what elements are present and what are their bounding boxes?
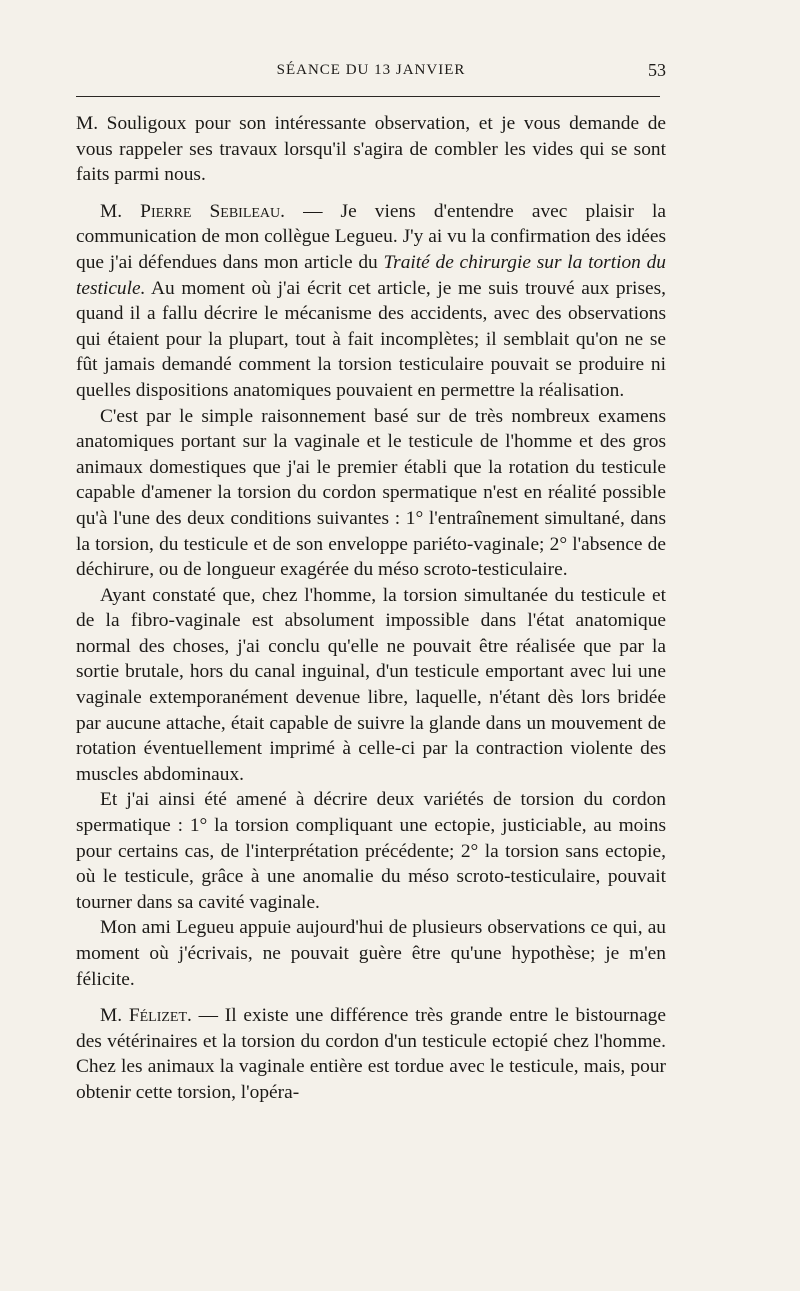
paragraph-reasoning: C'est par le simple raisonnement basé sur de très nombreux examens anatomiques portant sur la vaginale et le testicule de l'homme et des gros animaux domestiques que j'ai le premier établi que la rotation du testicule capable d'amener la torsion du cordon spermatique n'est en réalité possible qu'à l'une des deux conditions suivantes : 1° l'entraînement simultané, dans la torsion, du testicule et de son enveloppe pariéto-vaginale; 2° l'absence de déchirure, ou de longueur exagérée du méso scroto-testiculaire.: [76, 405, 666, 581]
cited-work-title: Traité de chirurgie sur la tortion du testicule.: [76, 251, 666, 299]
running-title: SÉANCE DU 13 JANVIER: [276, 62, 466, 78]
speaker-name: M. Pierre Sebileau.: [100, 200, 285, 222]
paragraph-text: — Il existe une différence très grande entre le bistournage des vétérinaires et la torsion du cordon d'un testicule ectopié chez l'homme. Chez les animaux la vaginale entière est tordue avec le testicule, mais, pour obtenir cette torsion, l'opéra-: [76, 1005, 666, 1103]
paragraph-closing-remark: M. Souligoux pour son intéressante observation, et je vous demande de vous rappeler ses travaux lorsqu'il s'agira de combler les vides qui se sont faits parmi nous.: [76, 113, 666, 186]
header-rule: [76, 96, 660, 97]
paragraph-sebileau: [76, 199, 666, 404]
paragraph-text: Au moment où j'ai écrit cet article, je me suis trouvé aux prises, quand il a fallu décrire le mécanisme des accidents, avec des observations qui étaient pour la plupart, tout à fait incomplètes; il semblait qu'on ne se fût jamais demandé comment la torsion testiculaire pouvait se produire ni quelles dispositions anatomiques pouvaient en permettre la réalisation.: [76, 277, 666, 401]
running-head: [76, 60, 666, 86]
paragraph-conclusion: Ayant constaté que, chez l'homme, la torsion simultanée du testicule et de la fibro-vaginale est absolument impossible dans l'état anatomique normal des choses, j'ai conclu qu'elle ne pouvait être réalisée que par la sortie brutale, hors du canal inguinal, d'un testicule emportant avec lui une vaginale extemporanément devenue libre, laquelle, n'étant dès lors bridée par aucune attache, était capable de suivre la glande dans un mouvement de rotation éventuellement imprimé à celle-ci par la contraction violente des muscles abdominaux.: [76, 584, 666, 785]
speaker-name: M. Félizet.: [100, 1005, 192, 1027]
paragraph-legueu: Mon ami Legueu appuie aujourd'hui de plusieurs observations ce qui, au moment où j'écrivais, ne pouvait guère être qu'une hypothèse; je m'en félicite.: [76, 917, 666, 990]
page-number: 53: [648, 60, 666, 80]
body-text: [76, 111, 666, 1106]
paragraph-varieties: Et j'ai ainsi été amené à décrire deux variétés de torsion du cordon spermatique : 1° la torsion compliquant une ectopie, justiciable, au moins pour certains cas, de l'interprétation précédente; 2° la torsion sans ectopie, où le testicule, grâce à une anomalie du méso scroto-testiculaire, pouvait tourner dans sa cavité vaginale.: [76, 789, 666, 913]
paragraph-text: — Je viens d'entendre avec plaisir la communication de mon collègue Legueu. J'y ai vu la confirmation des idées que j'ai défendues dans mon article du: [76, 200, 666, 273]
paragraph-felizet: [76, 1003, 666, 1105]
